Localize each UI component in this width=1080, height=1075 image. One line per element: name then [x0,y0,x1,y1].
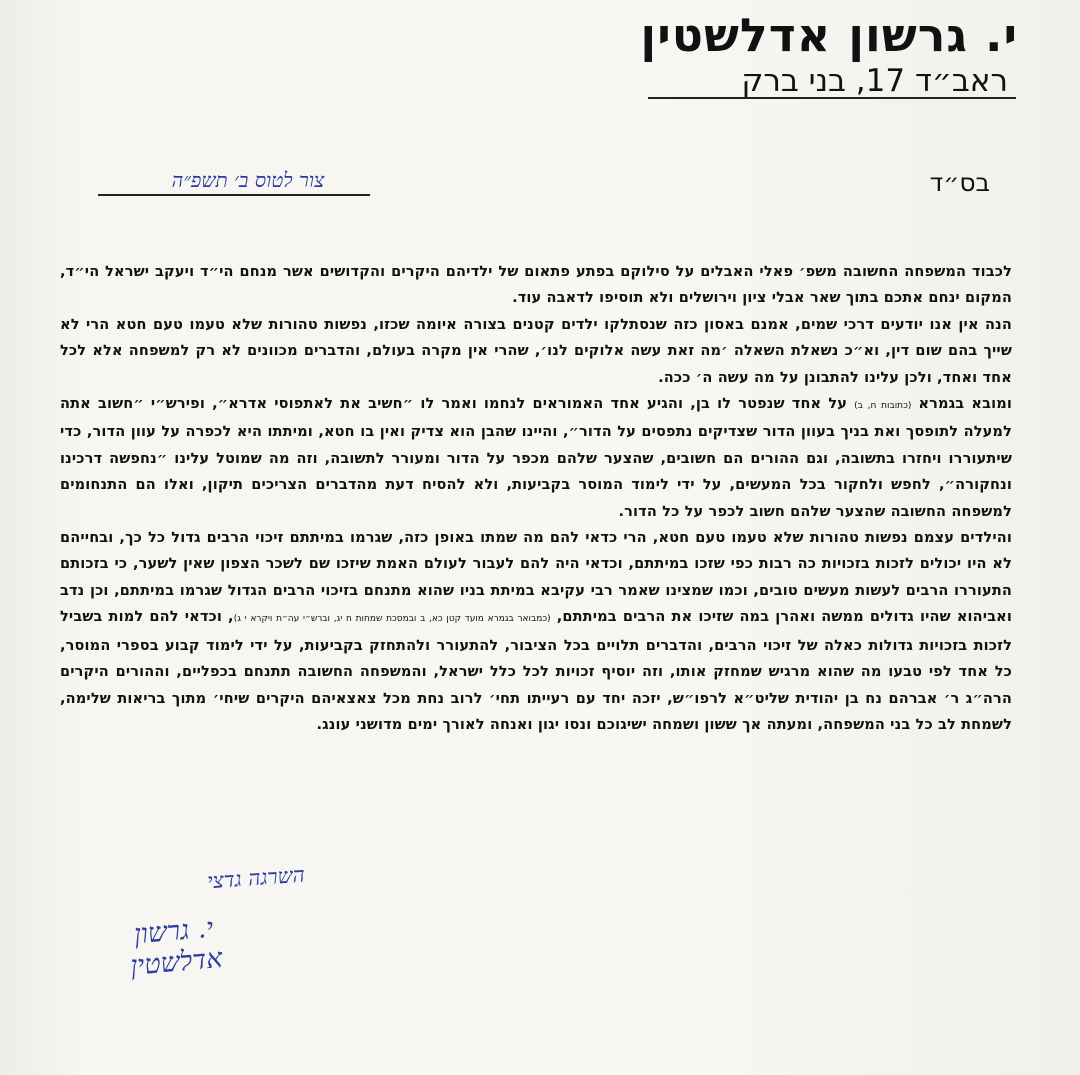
paragraph-text: לכבוד המשפחה החשובה משפ׳ פאלי האבלים על סילוקם בפתע פתאום של ילדיהם היקרים והקדושים אשר מנחם הי״ד ויעקב ישראל הי״ד, המקום ינחם אתכם בתוך שאר אבלי ציון וירושלים ולא תוסיפו לדאבה עוד. [60,264,1012,307]
signature-line-2: י. גרשון אדלשטין [129,912,224,982]
signature-line-1: השרגה גדצי [206,862,306,894]
paragraph-children [60,525,1012,738]
letter-body [60,259,1012,738]
date-underline [98,194,370,196]
handwritten-date: צור לטוס ב׳ תשפ״ה [171,168,325,192]
letterhead-address: ראב״ד 17, בני ברק [741,63,1008,99]
paragraph-reflection [60,312,1012,391]
paragraph-gemara [60,391,1012,525]
letterhead [638,8,1018,100]
paragraph-text: , וכדאי להם למות בשביל לזכות בזכויות גדולות כאלה של זיכוי הרבים, והדברים תלויים בכל הציבור, להתעורר ולהתחזק בקביעות, על ידי לימוד קבוע בספרי המוסר, כל אחד לפי טבעו מה שהוא מרגיש שמחזק אותו, וזה יוסיף זכויות לכל כלל ישראל, והמשפחה החשובה תתנחם בכפליים, וההורים היקרים הרה״ג ר׳ אברהם נח בן יהודית שליט״א לרפו״ש, יזכה יחד עם רעייתו תחי׳ לרוב נחת מכל צאצאיהם היקרים שיחי׳ מתוך בריאות שלימה, לשמחת לב כל בני המשפחה, ומעתה אך ששון ושמחה ישיגוכם ונסו יגון ואנחה לאורך ימים מדושני עונג. [60,609,1012,733]
source-citation: (כתובות ח, ב) [854,401,912,412]
paragraph-text: הנה אין אנו יודעים דרכי שמים, אמנם באסון כזה שנסתלקו ילדים קטנים בצורה איומה שכזו, נפשות טהורות שלא טעמו טעם חטא הרי לא שייך בהם שום דין, וא״כ נשאלת השאלה ׳מה זאת עשה אלוקים לנו׳, שהרי אין מקרה בעולם, והדברים מכוונים לא רק למשפחה אלא לכל אחד ואחד, ולכן עלינו להתבונן על מה עשה ה׳ ככה. [60,316,1012,386]
source-citation: (כמבואר בגמרא מועד קטן כא, ב ובמסכת שמחות ח יג, וברש״י עה״ת ויקרא י ג) [233,614,551,625]
bsd-label: בס״ד [929,168,990,197]
letterhead-name: י. גרשון אדלשטין [640,8,1018,62]
paragraph-text: ומובא בגמרא [918,396,1012,413]
paragraph-greeting [60,259,1012,312]
paragraph-text: על אחד שנפטר לו בן, והגיע אחד האמוראים לנחמו ואמר לו ״חשיב את לאתפוסי אדרא״, ופירש״י ״חשוב אתה למעלה לתופסך ואת בניך בעוון הדור שצדיקים נתפסים על הדור״, והיינו שהבן הוא צדיק ואין בו חטא, ומיתתו היא לכפרה על עוון הדור, כדי שיתעוררו ויחזרו בתשובה, וגם ההורים הם חשובים, שהצער שלהם מכפר על הדור ומעורר לתשובה, וזה מה שמוטל עלינו ״נחפשה דרכינו ונחקורה״, לחפש ולחקור בכל המעשים, על ידי לימוד המוסר בקביעות, ולא להסיח דעת מהדברים הצריכים תיקון, ואלו הם התנחומים למשפחה החשובה שהצער שלהם חשוב לכפר על כל הדור. [60,396,1012,520]
letterhead-divider [648,97,1016,99]
paragraph-text: והילדים עצמם נפשות טהורות שלא טעמו טעם חטא, הרי כדאי להם מה שמתו באופן כזה, שגרמו במיתתם זיכוי הרבים גדול כל כך, ובחייהם לא היו יכולים לזכות בזכויות כה רבות כפי שזכו במיתתם, וכדאי היה להם לעבור לעולם האמת שיזכו שם לשכר הצפון שאין לשער, כי בזכותם התעוררו הרבים לעשות מעשים טובים, וכמו שמצינו שאמר רבי עקיבא במיתת בניו שהוא מתנחם בזיכוי הרבים הגדול שגרמו במיתתם, וכן נדב ואביהוא שהיו גדולים ממשה ואהרן במה שזיכו את הרבים במיתתם, [60,530,1013,626]
